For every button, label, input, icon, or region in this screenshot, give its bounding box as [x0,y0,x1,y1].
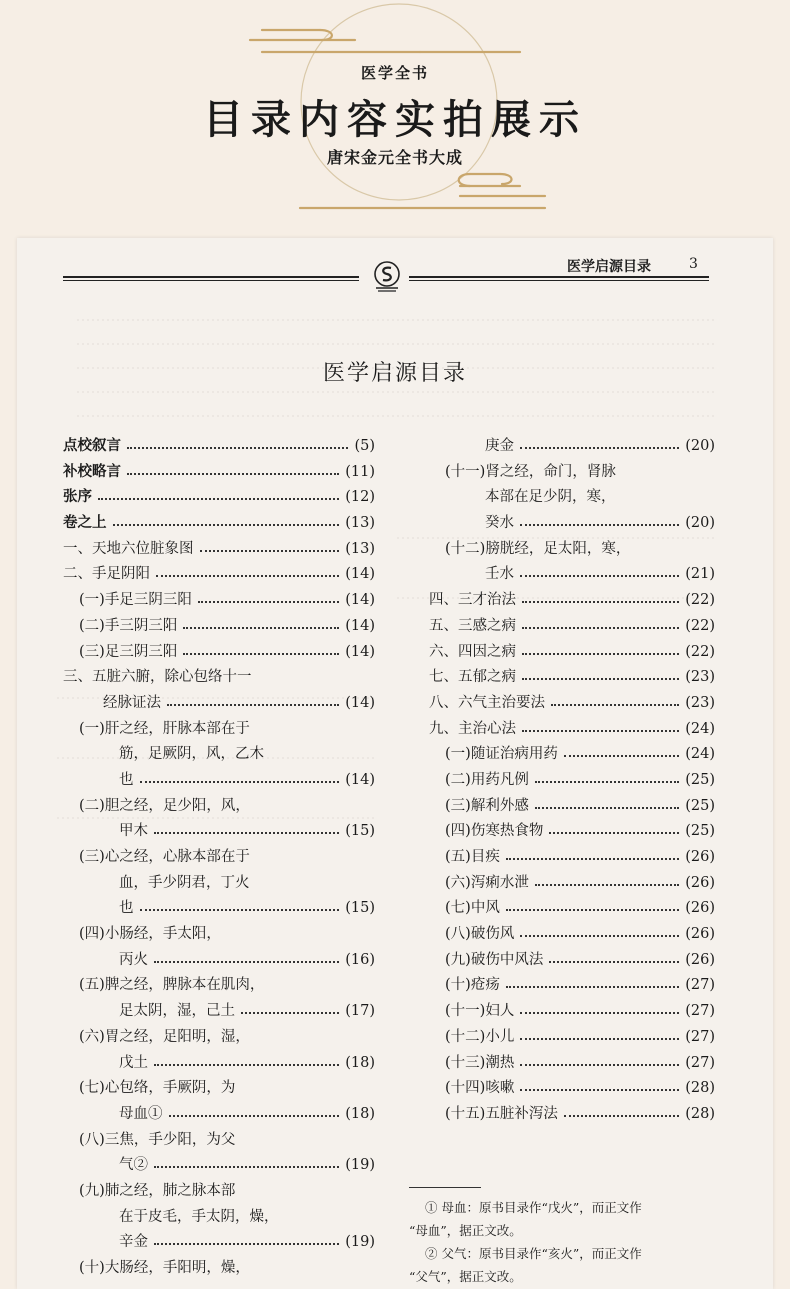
toc-entry [429,1025,715,1051]
running-head-title: 医学启源目录 [567,259,651,275]
toc-entry [429,742,715,768]
toc-entry-page: (26) [685,951,715,968]
toc-entry [63,742,375,768]
publisher-emblem-icon [370,259,404,293]
series-name: 医学全书 [360,64,429,82]
toc-entry [63,794,375,820]
toc-entry-text: (八)破伤风 [445,926,515,943]
toc-entry-text: 经脉证法 [103,694,161,711]
toc-entry-page: (26) [685,874,715,891]
toc-entry [429,896,715,922]
dot-leader [140,909,339,911]
toc-entry-page: (28) [685,1080,715,1097]
toc-entry [429,768,715,794]
dot-leader [522,678,679,680]
dot-leader [549,961,679,963]
dot-leader [535,781,679,783]
running-head-page-number: 3 [689,256,698,272]
toc-entry [63,1153,375,1179]
toc-entry-text: 足太阴，湿，己土 [119,1003,235,1020]
toc-entry-page: (5) [354,438,375,454]
toc-entry-page: (13) [345,515,375,532]
toc-entry [429,640,715,666]
dot-leader [520,1038,679,1040]
dot-leader [520,524,679,526]
toc-entry-text: 五、三感之病 [429,617,516,634]
dot-leader [564,1115,679,1117]
toc-entry-text: (九)肺之经，肺之脉本部 [79,1182,236,1199]
toc-entry [63,1076,375,1102]
toc-entry-text: (十三)潮热 [445,1054,515,1071]
toc-entry-text: 丙火 [119,951,148,968]
toc-entry-text: 点校叙言 [63,438,121,454]
toc-entry-page: (22) [685,643,715,660]
toc-entry-page: (14) [345,643,375,660]
toc-entry [63,1025,375,1051]
footnote-2-line-2: “父气”，据正文改。 [409,1269,522,1284]
toc-entry [63,1205,375,1231]
toc-entry [429,1076,715,1102]
toc-entry-text: 补校略言 [63,463,121,480]
footnote-2-line-1: ② 父气：原书目录作“亥火”，而正文作 [425,1246,642,1261]
toc-entry-page: (22) [685,617,715,634]
toc-entry-text: 也 [119,771,134,788]
dot-leader [549,832,679,834]
toc-entry-text: 三、五脏六腑，除心包络十一 [63,669,252,686]
toc-entry [63,691,375,717]
toc-entry [429,717,715,743]
toc-entry [429,922,715,948]
toc-entry-text: 本部在足少阴，寒， [485,489,616,506]
toc-entry [429,691,715,717]
toc-entry-text: (十二)小儿 [445,1028,515,1045]
book-page-photo [17,238,773,1289]
toc-entry [429,871,715,897]
dot-leader [183,627,339,629]
toc-entry-page: (14) [345,566,375,583]
dot-leader [154,832,339,834]
toc-entry-page: (16) [345,951,375,968]
dot-leader [522,627,679,629]
dot-leader [140,781,339,783]
toc-entry [63,511,375,537]
dot-leader [113,524,339,526]
dot-leader [535,807,679,809]
dot-leader [522,730,679,732]
toc-entry-page: (27) [685,977,715,994]
toc-entry-text: (五)目疾 [445,849,500,865]
toc-entry-page: (24) [685,720,715,737]
toc-entry [63,1051,375,1077]
toc-entry [63,614,375,640]
toc-entry [429,973,715,999]
toc-entry [429,819,715,845]
toc-entry [63,948,375,974]
toc-entry-text: 辛金 [119,1234,148,1251]
dot-leader [154,1064,339,1066]
toc-entry-page: (17) [345,1003,375,1020]
toc-entry-page: (18) [345,1105,375,1122]
dot-leader [156,575,339,577]
toc-entry-text: 四、三才治法 [429,592,516,609]
toc-entry-page: (21) [685,566,715,583]
toc-entry [429,460,715,486]
toc-entry-text: 六、四因之病 [429,643,516,660]
toc-entry-text: (十一)妇人 [445,1003,515,1020]
toc-entry-page: (26) [685,849,715,865]
toc-entry-text: (一)随证治病用药 [445,746,558,763]
dot-leader [522,601,679,603]
toc-entry-text: (二)胆之经，足少阳，风， [79,797,250,814]
promo-banner [0,0,790,232]
toc-entry-text: (十五)五脏补泻法 [445,1105,558,1122]
toc-entry-text: (七)中风 [445,900,500,917]
toc-entry-text: (七)心包络，手厥阴，为 [79,1080,236,1097]
toc-entry-text: (十)疮疡 [445,977,500,994]
dot-leader [535,884,679,886]
toc-entry [63,434,375,460]
toc-column-left [63,434,375,1282]
toc-entry [63,717,375,743]
toc-entry-page: (19) [345,1234,375,1251]
footnote-1-line-1: ① 母血：原书目录作“戊火”，而正文作 [425,1200,642,1215]
toc-entry [63,665,375,691]
toc-entry [63,1179,375,1205]
dot-leader [154,1243,339,1245]
toc-title: 医学启源目录 [322,361,467,386]
dot-leader [522,653,679,655]
toc-entry-text: (九)破伤中风法 [445,951,544,968]
dot-leader [183,653,339,655]
toc-entry [63,768,375,794]
toc-entry-page: (27) [685,1028,715,1045]
dot-leader [551,704,679,706]
toc-entry [63,896,375,922]
toc-entry [63,1128,375,1154]
toc-entry-page: (26) [685,926,715,943]
toc-entry-page: (14) [345,694,375,711]
toc-entry [63,1230,375,1256]
toc-entry [429,999,715,1025]
banner-title: 目录内容实拍展示 [203,97,587,143]
dot-leader [564,755,679,757]
dot-leader [98,498,339,500]
header-rule-right [409,276,709,278]
toc-entry-page: (18) [345,1054,375,1071]
toc-entry-page: (20) [685,515,715,532]
toc-entry [63,871,375,897]
toc-entry-text: 也 [119,900,134,917]
toc-entry [429,562,715,588]
toc-entry-text: (六)泻痢水泄 [445,874,529,891]
toc-entry-text: (六)胃之经，足阳明，湿， [79,1028,250,1045]
toc-entry-text: (十一)肾之经，命门，肾脉 [445,463,616,480]
toc-entry [429,948,715,974]
toc-entry-page: (14) [345,771,375,788]
toc-entry-page: (14) [345,592,375,609]
toc-entry-text: 筋，足厥阴，风，乙木 [119,746,264,763]
toc-entry [63,1256,375,1282]
dot-leader [154,961,339,963]
toc-entry [63,999,375,1025]
toc-entry-page: (27) [685,1054,715,1071]
dot-leader [520,1064,679,1066]
toc-entry-text: 母血① [119,1105,163,1122]
toc-entry-page: (25) [685,797,715,814]
dot-leader [167,704,339,706]
toc-entry-page: (24) [685,746,715,763]
dot-leader [520,447,679,449]
toc-entry [429,794,715,820]
dot-leader [198,601,339,603]
toc-entry [63,537,375,563]
toc-entry-page: (11) [345,463,375,480]
toc-entry-page: (23) [685,669,715,686]
header-rule-left [63,276,359,278]
toc-entry [63,845,375,871]
toc-entry [63,485,375,511]
toc-entry [63,922,375,948]
toc-entry-page: (27) [685,1003,715,1020]
toc-entry-text: (三)足三阴三阳 [79,643,178,660]
toc-entry-page: (22) [685,592,715,609]
toc-entry-text: (四)小肠经，手太阳， [79,926,221,943]
toc-entry-text: 一、天地六位脏象图 [63,540,194,557]
toc-entry [63,562,375,588]
toc-entry-text: 八、六气主治要法 [429,694,545,711]
toc-entry-page: (26) [685,900,715,917]
footnote-rule [409,1187,481,1188]
toc-entry-text: (二)用药凡例 [445,771,529,788]
toc-entry-text: (十)大肠经，手阳明，燥， [79,1260,250,1276]
toc-entry-text: (八)三焦，手少阳，为父 [79,1131,236,1148]
toc-entry-page: (25) [685,823,715,840]
toc-column-right [429,434,715,1128]
dot-leader [154,1166,339,1168]
toc-entry-page: (20) [685,438,715,454]
toc-entry [63,460,375,486]
banner-subtitle: 唐宋金元全书大成 [326,148,463,167]
toc-entry-text: (十二)膀胱经，足太阳，寒， [445,540,631,557]
dot-leader [520,575,679,577]
toc-entry [63,640,375,666]
toc-entry-text: (二)手三阴三阳 [79,617,178,634]
toc-entry [429,845,715,871]
dot-leader [506,909,679,911]
toc-entry-text: 壬水 [485,566,514,583]
toc-entry-page: (15) [345,823,375,840]
toc-entry-text: (三)解利外感 [445,797,529,814]
toc-entry-text: (十四)咳嗽 [445,1080,515,1097]
toc-entry [429,588,715,614]
toc-entry-text: (四)伤寒热食物 [445,823,544,840]
toc-entry-text: 九、主治心法 [429,720,516,737]
toc-entry-text: (三)心之经，心脉本部在于 [79,849,250,865]
toc-entry-text: 气② [119,1157,148,1174]
toc-entry-page: (23) [685,694,715,711]
footnote-1-line-2: “母血”，据正文改。 [409,1223,522,1238]
toc-entry-text: 血，手少阴君，丁火 [119,874,250,891]
toc-entry [429,511,715,537]
toc-entry-page: (12) [345,489,375,506]
header-rule-left-thin [63,280,359,281]
toc-entry-text: 二、手足阴阳 [63,566,150,583]
toc-entry [429,1051,715,1077]
toc-entry [63,973,375,999]
toc-entry [429,485,715,511]
dot-leader [127,473,339,475]
toc-entry-text: 张序 [63,489,92,506]
dot-leader [241,1012,339,1014]
toc-entry-text: 卷之上 [63,515,107,532]
toc-entry-page: (14) [345,617,375,634]
toc-entry [429,665,715,691]
dot-leader [200,550,339,552]
toc-entry-text: (一)手足三阴三阳 [79,592,192,609]
toc-entry [63,819,375,845]
toc-entry-text: 甲木 [119,823,148,840]
dot-leader [520,1089,679,1091]
toc-entry [63,588,375,614]
toc-entry-page: (28) [685,1105,715,1122]
dot-leader [520,1012,679,1014]
toc-entry-page: (25) [685,771,715,788]
toc-entry-text: (一)肝之经，肝脉本部在于 [79,720,250,737]
toc-entry-page: (15) [345,900,375,917]
header-rule-right-thin [409,280,709,281]
toc-entry-page: (19) [345,1157,375,1174]
toc-entry [429,434,715,460]
toc-entry-text: 庚金 [485,438,514,454]
dot-leader [169,1115,339,1117]
toc-entry [63,1102,375,1128]
dot-leader [506,858,679,860]
dot-leader [520,935,679,937]
toc-entry [429,537,715,563]
toc-entry [429,1102,715,1128]
toc-entry-text: 在于皮毛，手太阴，燥， [119,1208,279,1225]
toc-entry-page: (13) [345,540,375,557]
toc-entry-text: (五)脾之经，脾脉本在肌肉， [79,977,265,994]
dot-leader [506,986,679,988]
toc-entry-text: 七、五郁之病 [429,669,516,686]
dot-leader [127,447,348,449]
toc-entry [429,614,715,640]
toc-entry-text: 戊土 [119,1054,148,1071]
toc-entry-text: 癸水 [485,515,514,532]
